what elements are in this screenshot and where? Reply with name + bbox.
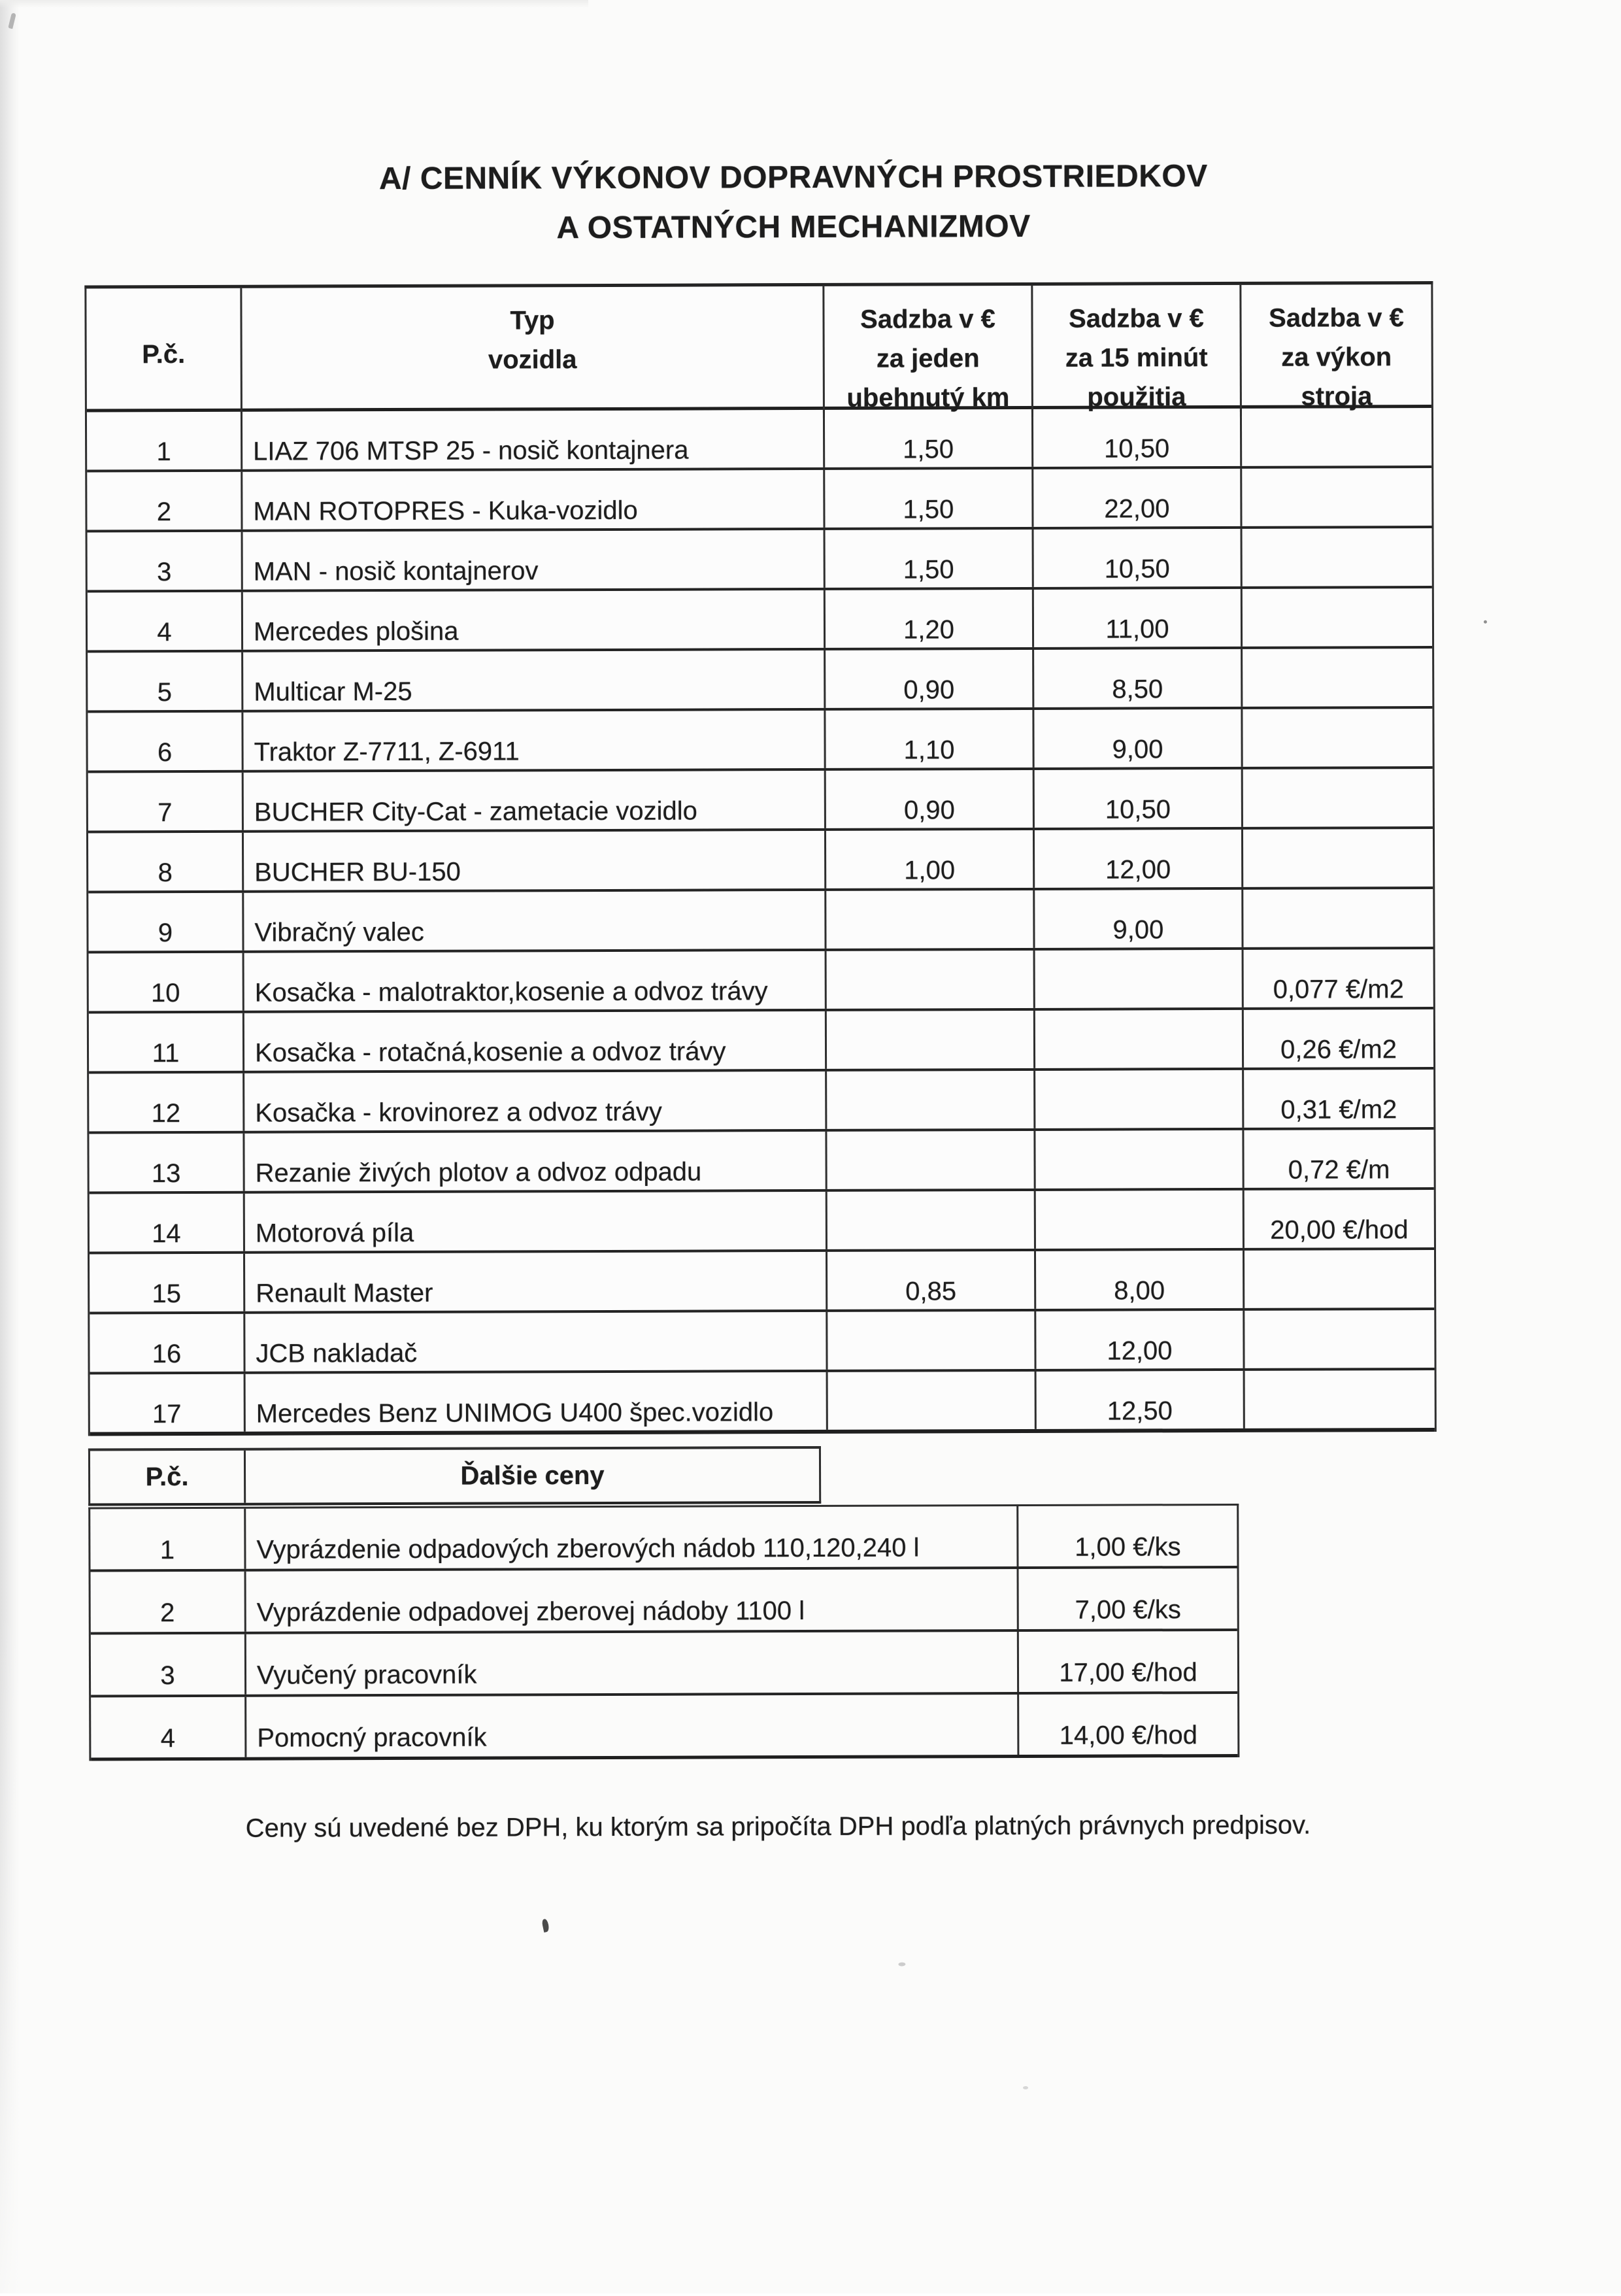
cell-vehicle: MAN - nosič kontajnerov xyxy=(243,530,826,590)
vehicle-table-row xyxy=(90,1310,1434,1374)
cell-rate-15min: 22,00 xyxy=(1033,469,1242,527)
cell-num: 3 xyxy=(91,1634,246,1695)
cell-rate-15min: 11,00 xyxy=(1034,589,1243,647)
header-line: za jeden xyxy=(876,344,980,373)
header-cell-rate-km xyxy=(824,286,1033,418)
scan-speck xyxy=(541,1919,550,1933)
cell-num: 1 xyxy=(90,1509,246,1570)
cell-rate-km xyxy=(826,890,1035,949)
vehicle-table-row xyxy=(88,829,1433,893)
cell-num: 15 xyxy=(90,1254,245,1312)
vat-note: Ceny sú uvedené bez DPH, ku ktorým sa pripočíta DPH podľa platných právnych predpisov. xyxy=(245,1810,1311,1843)
header-line: za výkon xyxy=(1281,343,1392,372)
cell-rate-output xyxy=(1243,829,1433,887)
cell-rate-15min: 10,50 xyxy=(1035,769,1243,828)
vehicle-table-row xyxy=(89,949,1433,1013)
title-line-1: A/ CENNÍK VÝKONOV DOPRAVNÝCH PROSTRIEDKOV xyxy=(378,159,1208,197)
cell-rate-15min xyxy=(1035,1010,1244,1068)
vehicle-table-row xyxy=(88,528,1432,592)
scan-speck xyxy=(1484,620,1487,624)
header-line: vozidla xyxy=(488,345,577,375)
cell-num: 9 xyxy=(88,893,244,951)
cell-rate-output xyxy=(1243,889,1433,947)
scan-speck xyxy=(1023,2086,1028,2089)
cell-rate-15min: 12,50 xyxy=(1037,1371,1245,1429)
header-cell-vehicle-type xyxy=(242,286,825,420)
cell-rate-15min: 9,00 xyxy=(1034,709,1243,768)
cell-rate-km xyxy=(827,1191,1036,1249)
cell-rate-15min: 9,00 xyxy=(1035,890,1243,948)
cell-rate-km xyxy=(828,1372,1037,1430)
cell-description: Pomocný pracovník xyxy=(246,1695,1019,1757)
cell-vehicle: Mercedes Benz UNIMOG U400 špec.vozidlo xyxy=(246,1372,828,1432)
vehicle-table-row xyxy=(88,588,1432,652)
cell-rate-km: 1,10 xyxy=(826,710,1034,768)
cell-rate-km: 0,90 xyxy=(826,770,1035,828)
cell-num: 8 xyxy=(88,833,244,891)
header-line: stroja xyxy=(1301,382,1373,411)
vehicle-price-table xyxy=(84,281,1437,1436)
vehicle-table-row xyxy=(88,709,1432,773)
vehicle-table-row xyxy=(88,769,1433,833)
cell-vehicle: Traktor Z-7711, Z-6911 xyxy=(243,711,826,770)
cell-rate-output xyxy=(1243,528,1432,586)
header-cell-pc: P.č. xyxy=(90,1451,246,1504)
cell-rate-15min xyxy=(1035,1130,1244,1189)
vehicle-table-row xyxy=(88,649,1432,713)
cell-rate-km: 1,00 xyxy=(826,830,1035,888)
cell-num: 3 xyxy=(88,532,243,590)
additional-prices-header xyxy=(88,1446,821,1506)
cell-rate-output xyxy=(1243,588,1432,647)
cell-rate-15min: 12,00 xyxy=(1036,1311,1245,1369)
cell-vehicle: BUCHER City-Cat - zametacie vozidlo xyxy=(244,771,826,830)
cell-rate-15min xyxy=(1035,950,1244,1008)
cell-description: Vyučený pracovník xyxy=(246,1632,1019,1695)
header-line: Sadzba v € xyxy=(1069,304,1204,333)
cell-rate-km: 1,50 xyxy=(825,469,1033,528)
cell-rate-15min xyxy=(1036,1190,1245,1249)
vehicle-table-row xyxy=(89,1070,1433,1134)
cell-rate-15min: 8,50 xyxy=(1034,649,1243,707)
cell-num: 7 xyxy=(88,773,244,831)
cell-vehicle: Renault Master xyxy=(245,1252,827,1311)
scan-speck xyxy=(898,1963,905,1967)
additional-price-row xyxy=(91,1568,1237,1635)
cell-num: 10 xyxy=(89,953,244,1011)
cell-vehicle: Kosačka - krovinorez a odvoz trávy xyxy=(244,1072,827,1131)
header-cell-additional-prices: Ďalšie ceny xyxy=(460,1460,605,1491)
cell-num: 4 xyxy=(88,592,243,650)
cell-num: 16 xyxy=(90,1314,245,1372)
cell-vehicle: Motorová píla xyxy=(245,1192,827,1251)
cell-rate-output: 0,26 €/m2 xyxy=(1280,1035,1397,1064)
cell-rate-km xyxy=(827,1311,1036,1370)
cell-rate-output: 0,31 €/m2 xyxy=(1280,1095,1397,1124)
cell-description: Vyprázdenie odpadových zberových nádob 110,120,240 l xyxy=(246,1506,1018,1569)
header-line: ubehnutý km xyxy=(846,383,1010,413)
cell-vehicle: Kosačka - malotraktor,kosenie a odvoz trávy xyxy=(244,951,827,1011)
vehicle-price-table-header xyxy=(86,284,1431,412)
cell-description: Vyprázdenie odpadovej zberovej nádoby 1100 l xyxy=(246,1569,1019,1632)
additional-price-row xyxy=(90,1506,1237,1572)
vehicle-table-row xyxy=(90,1370,1435,1436)
cell-rate-output: 0,72 €/m xyxy=(1288,1155,1390,1185)
cell-num: 13 xyxy=(89,1134,244,1192)
cell-rate-output xyxy=(1245,1310,1434,1368)
cell-price: 7,00 €/ks xyxy=(1075,1595,1181,1625)
header-cell-pc: P.č. xyxy=(86,288,242,420)
cell-num: 1 xyxy=(87,412,242,470)
cell-rate-km: 0,90 xyxy=(826,650,1034,708)
cell-rate-output: 20,00 €/hod xyxy=(1270,1215,1409,1245)
cell-vehicle: Mercedes plošina xyxy=(243,590,826,650)
scan-speck xyxy=(8,12,16,29)
cell-vehicle: Vibračný valec xyxy=(244,891,826,951)
cell-num: 2 xyxy=(91,1572,246,1632)
cell-rate-output: 0,077 €/m2 xyxy=(1273,975,1404,1004)
cell-rate-output xyxy=(1245,1250,1434,1308)
header-line: Sadzba v € xyxy=(1269,303,1404,333)
header-line: Sadzba v € xyxy=(860,305,995,334)
cell-rate-km: 1,50 xyxy=(826,530,1034,588)
header-line: Typ xyxy=(510,306,555,335)
header-cell-rate-output xyxy=(1241,284,1431,416)
cell-rate-km xyxy=(827,1131,1035,1189)
cell-rate-output xyxy=(1242,408,1431,466)
vehicle-table-row xyxy=(89,1130,1433,1194)
cell-vehicle: Kosačka - rotačná,kosenie a odvoz trávy xyxy=(244,1011,827,1071)
cell-vehicle: LIAZ 706 MTSP 25 - nosič kontajnera xyxy=(242,410,825,469)
cell-num: 14 xyxy=(90,1194,245,1252)
cell-rate-km xyxy=(827,951,1035,1009)
cell-num: 5 xyxy=(88,652,243,711)
cell-rate-output xyxy=(1242,468,1431,526)
cell-price: 17,00 €/hod xyxy=(1059,1658,1197,1687)
vehicle-table-row xyxy=(90,1250,1434,1314)
document-title xyxy=(0,150,1590,255)
cell-rate-km: 0,85 xyxy=(827,1251,1036,1309)
cell-vehicle: Rezanie živých plotov a odvoz odpadu xyxy=(244,1132,827,1191)
cell-rate-output xyxy=(1243,709,1432,767)
cell-rate-output xyxy=(1243,769,1433,827)
cell-rate-km xyxy=(827,1071,1035,1129)
additional-price-row xyxy=(91,1631,1237,1698)
header-line: za 15 minút xyxy=(1065,343,1208,373)
cell-rate-km: 1,50 xyxy=(825,409,1033,467)
vehicle-table-row xyxy=(88,889,1433,953)
cell-num: 6 xyxy=(88,713,243,771)
additional-prices-table xyxy=(88,1504,1239,1761)
vehicle-table-row xyxy=(87,408,1431,472)
cell-rate-15min: 12,00 xyxy=(1035,830,1243,888)
cell-num: 11 xyxy=(89,1013,244,1072)
vehicle-price-table-body xyxy=(87,408,1435,1436)
cell-vehicle: BUCHER BU-150 xyxy=(244,831,826,890)
cell-num: 17 xyxy=(90,1374,246,1432)
header-cell-rate-15min xyxy=(1033,285,1242,417)
header-line: použitia xyxy=(1087,382,1186,412)
cell-rate-output xyxy=(1245,1370,1435,1428)
vehicle-table-row xyxy=(87,468,1431,532)
cell-rate-output xyxy=(1243,649,1432,707)
cell-rate-15min xyxy=(1035,1070,1244,1128)
cell-num: 2 xyxy=(87,472,242,530)
cell-price: 1,00 €/ks xyxy=(1075,1532,1181,1562)
cell-vehicle: MAN ROTOPRES - Kuka-vozidlo xyxy=(242,470,825,530)
vehicle-table-row xyxy=(89,1009,1433,1073)
cell-price: 14,00 €/hod xyxy=(1059,1721,1198,1750)
additional-price-row xyxy=(91,1694,1237,1761)
cell-vehicle: Multicar M-25 xyxy=(243,650,826,710)
cell-rate-15min: 8,00 xyxy=(1036,1251,1245,1309)
cell-rate-15min: 10,50 xyxy=(1034,529,1243,587)
vehicle-table-row xyxy=(90,1190,1434,1254)
title-line-2: A OSTATNÝCH MECHANIZMOV xyxy=(556,209,1031,246)
cell-vehicle: JCB nakladač xyxy=(245,1312,827,1372)
cell-num: 4 xyxy=(91,1697,246,1758)
cell-num: 12 xyxy=(89,1073,244,1132)
cell-rate-km xyxy=(827,1011,1035,1069)
cell-rate-km: 1,20 xyxy=(826,590,1034,648)
cell-rate-15min: 10,50 xyxy=(1033,409,1242,467)
